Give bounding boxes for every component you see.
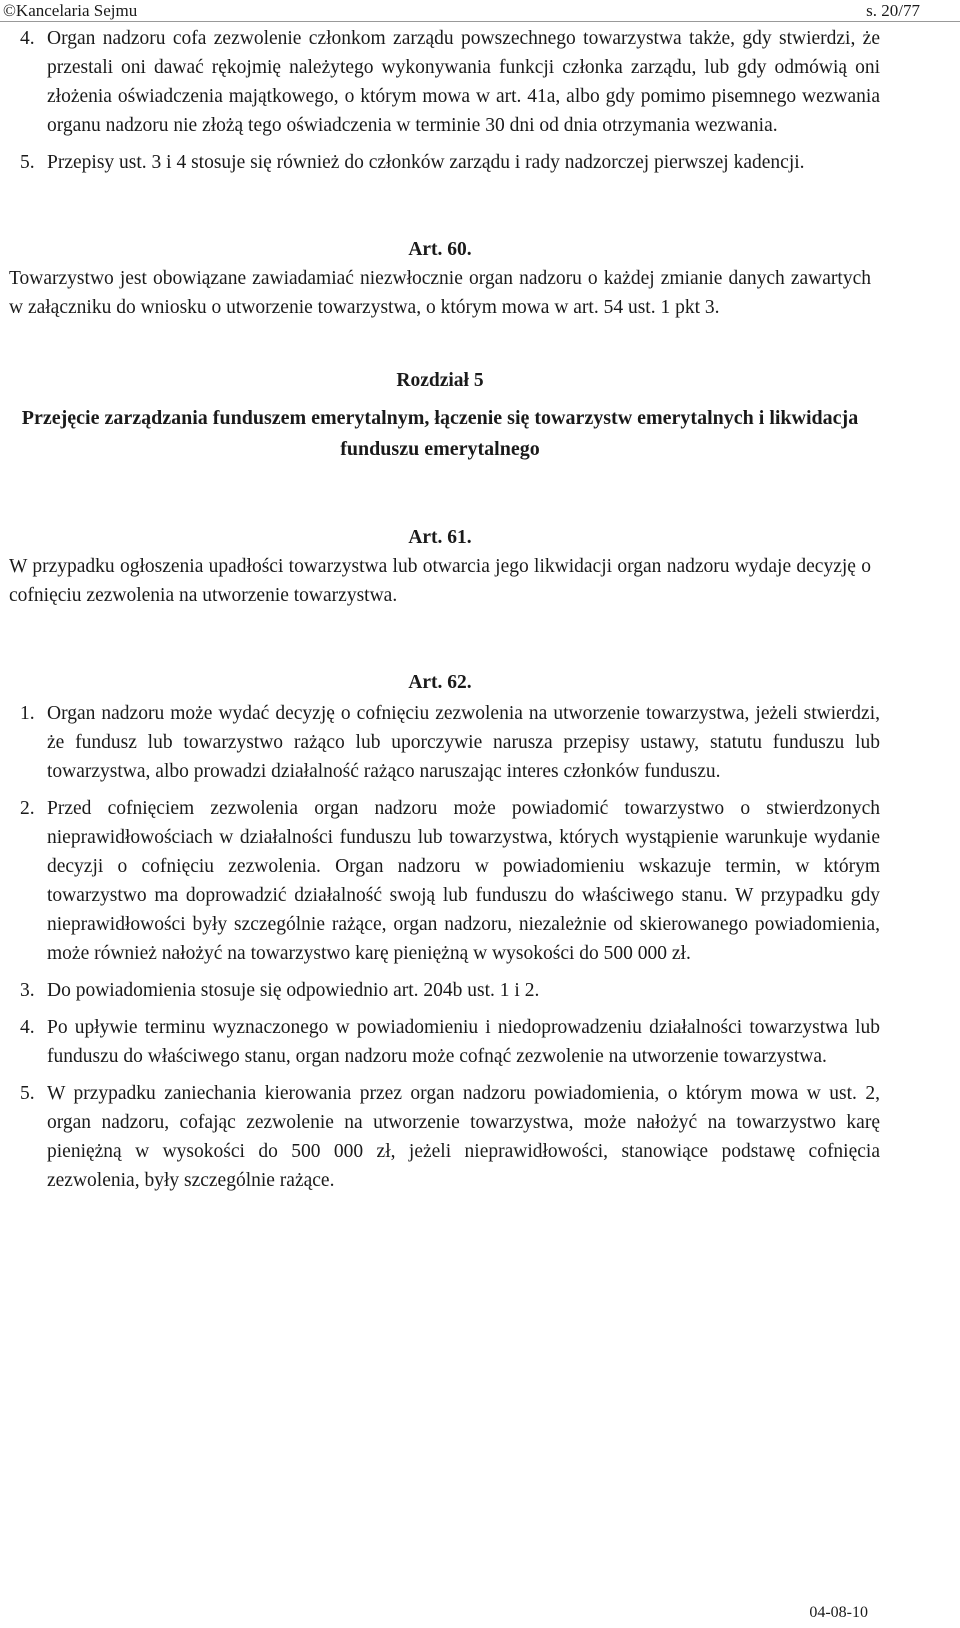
item-number: 2. (20, 798, 35, 819)
item-number: 4. (20, 1017, 35, 1038)
item-number: 1. (20, 703, 35, 724)
header-page-number: s. 20/77 (866, 1, 920, 20)
art-62-item-1 (20, 699, 880, 786)
art-62-item-2 (20, 794, 880, 968)
header-left: ©Kancelaria Sejmu (3, 1, 138, 20)
item-text: W przypadku zaniechania kierowania przez organ nadzoru powiadomienia, o którym mowa w ust. 2, organ nadzoru, cofając zezwolenie na utworzenie towarzystwa, może nałożyć na towarzystwo karę pieniężną w wysokości do 500 000 zł, jeżeli nieprawidłowości, stanowiące podstawę cofnięcia zezwolenia, były szczególnie rażące. (47, 1083, 880, 1191)
item-text: Przepisy ust. 3 i 4 stosuje się również do członków zarządu i rady nadzorczej pierwszej kadencji. (47, 152, 805, 173)
item-number: 3. (20, 980, 35, 1001)
item-number: 5. (20, 152, 35, 173)
item-text: Organ nadzoru cofa zezwolenie członkom zarządu powszechnego towarzystwa także, gdy stwierdzi, że przestali oni dawać rękojmię należytego wykonywania funkcji członka zarządu, lub gdy odmówią oni złożenia oświadczenia majątkowego, o którym mowa w art. 41a, albo gdy pomimo pisemnego wezwania organu nadzoru nie złożą tego oświadczenia w terminie 30 dni od dnia otrzymania wezwania. (47, 28, 880, 136)
art-62-item-5 (20, 1079, 880, 1195)
art-61-title: Art. 61. (408, 527, 472, 548)
item-number: 4. (20, 28, 35, 49)
art-62-item-4 (20, 1013, 880, 1071)
item-number: 5. (20, 1083, 35, 1104)
section-item-5 (20, 148, 880, 177)
art-60-title: Art. 60. (408, 239, 472, 260)
section-item-4 (20, 24, 880, 140)
item-text: Organ nadzoru może wydać decyzję o cofnięciu zezwolenia na utworzenie towarzystwa, jeżeli stwierdzi, że fundusz lub towarzystwo rażąco lub uporczywie narusza przepisy ustawy, statutu funduszu lub towarzystwa, albo prowadzi działalność rażąco naruszając interes członków funduszu. (47, 703, 880, 782)
document-body (0, 22, 880, 1195)
art-62-title: Art. 62. (408, 672, 472, 693)
item-text: Po upływie terminu wyznaczonego w powiadomieniu i niedoprowadzeniu działalności towarzystwa lub funduszu do właściwego stanu, organ nadzoru może cofnąć zezwolenie na utworzenie towarzystwa. (47, 1017, 880, 1067)
item-text: Przed cofnięciem zezwolenia organ nadzoru może powiadomić towarzystwo o stwierdzonych nieprawidłowościach w działalności funduszu lub towarzystwa, których wystąpienie warunkuje wydanie decyzji o cofnięciu zezwolenia. Organ nadzoru w powiadomieniu wskazuje termin, w którym towarzystwo ma doprowadzić działalność swoją lub funduszu do właściwego stanu. W przypadku gdy nieprawidłowości były szczególnie rażące, organ nadzoru, niezależnie od skierowanego powiadomienia, może również nałożyć na towarzystwo karę pieniężną w wysokości do 500 000 zł. (47, 798, 880, 964)
art-61-text: W przypadku ogłoszenia upadłości towarzystwa lub otwarcia jego likwidacji organ nadzoru wydaje decyzję o cofnięciu zezwolenia na utworzenie towarzystwa. (9, 556, 871, 606)
chapter-title: Rozdział 5 (396, 370, 484, 391)
art-60-text: Towarzystwo jest obowiązane zawiadamiać niezwłocznie organ nadzoru o każdej zmianie danych zawartych w załączniku do wniosku o utworzenie towarzystwa, o którym mowa w art. 54 ust. 1 pkt 3. (9, 268, 871, 318)
item-text: Do powiadomienia stosuje się odpowiednio art. 204b ust. 1 i 2. (47, 980, 540, 1001)
footer-date: 04-08-10 (809, 1604, 868, 1621)
chapter-subtitle: Przejęcie zarządzania funduszem emerytalnym, łączenie się towarzystw emerytalnych i likwidacja funduszu emerytalnego (21, 407, 859, 460)
art-62-item-3 (20, 976, 880, 1005)
